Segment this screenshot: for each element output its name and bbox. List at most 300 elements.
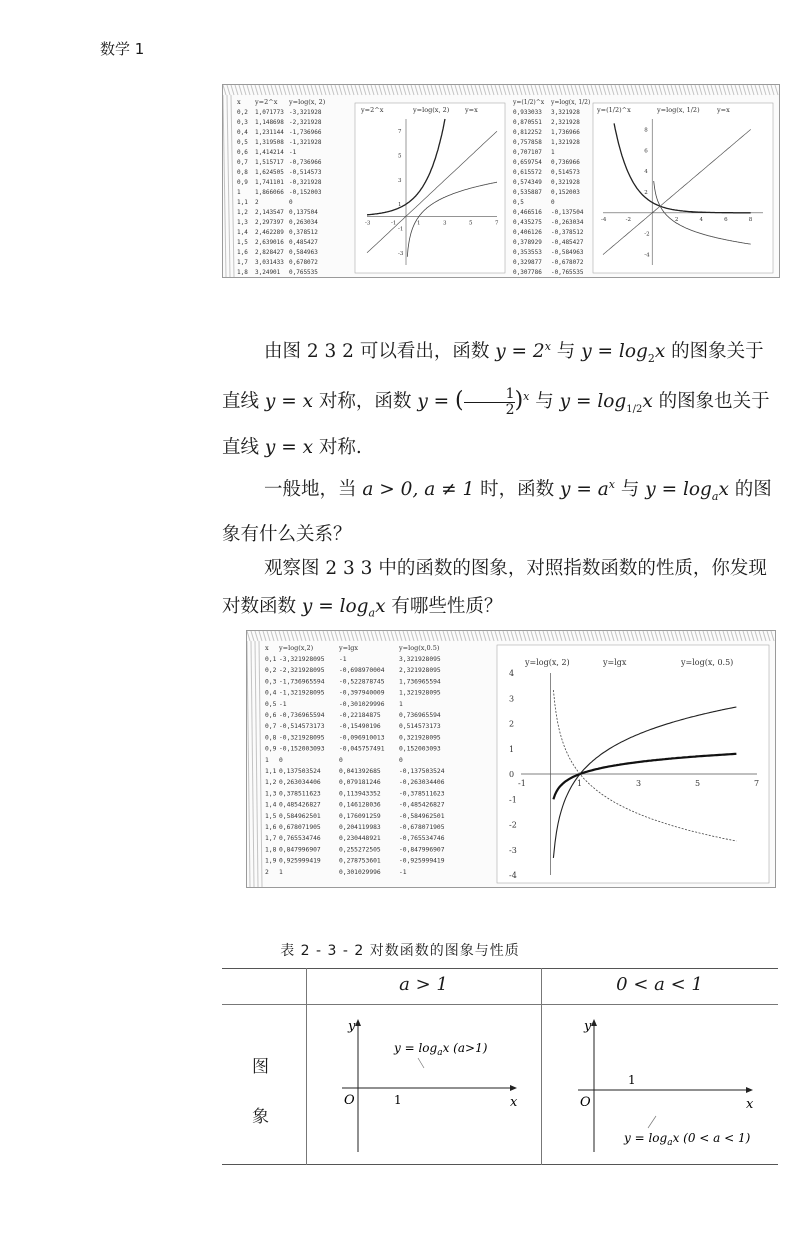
toolbar-hatch xyxy=(655,631,658,641)
toolbar-hatch xyxy=(531,85,534,95)
fig1-left-cell: -2,321928 xyxy=(289,119,322,126)
toolbar-hatch xyxy=(327,85,330,95)
toolbar-hatch xyxy=(251,85,254,95)
fig1-left-cell: 0,137504 xyxy=(289,209,318,216)
toolbar-hatch xyxy=(631,85,634,95)
toolbar-hatch xyxy=(399,85,402,95)
toolbar-hatch xyxy=(499,631,502,641)
toolbar-hatch xyxy=(595,85,598,95)
toolbar-hatch xyxy=(279,85,282,95)
p1-math-e: y = log xyxy=(559,391,627,412)
fig1-right-x-tick: 6 xyxy=(724,216,728,223)
toolbar-hatch xyxy=(691,85,694,95)
fig2-cell: -0,152003093 xyxy=(279,745,325,753)
fig2-cell: -0,22184875 xyxy=(339,712,381,719)
toolbar-hatch xyxy=(363,85,366,95)
fig1-left-cell: 1,6 xyxy=(237,249,248,256)
toolbar-hatch xyxy=(695,85,698,95)
toolbar-hatch xyxy=(459,631,462,641)
toolbar-hatch xyxy=(751,85,754,95)
toolbar-hatch xyxy=(567,85,570,95)
fig2-cell: 1 xyxy=(279,868,283,876)
toolbar-hatch xyxy=(703,85,706,95)
fig1-right-cell: 1,736966 xyxy=(551,129,580,136)
toolbar-hatch xyxy=(715,631,718,641)
fig1-left-y-tick: 1 xyxy=(398,202,402,209)
toolbar-hatch xyxy=(275,85,278,95)
fig1-right-cell: -0,485427 xyxy=(551,239,584,246)
toolbar-hatch xyxy=(239,85,242,95)
fig1-right-cell: 0,812252 xyxy=(513,129,542,136)
fig2-cell: -0,045757491 xyxy=(339,745,385,753)
fig1-right-legend: y=x xyxy=(717,106,730,114)
toolbar-hatch xyxy=(443,631,446,641)
fig1-right-cell: 3,321928 xyxy=(551,109,580,116)
fig2-cell: 0,278753601 xyxy=(339,857,381,865)
toolbar-hatch xyxy=(439,631,442,641)
fig2-cell: 2,321928095 xyxy=(399,667,441,675)
toolbar-hatch xyxy=(351,631,354,641)
p1-frac-num: 1 xyxy=(464,387,515,403)
page-header: 数学 1 xyxy=(100,40,145,58)
fig2-cell: 0,736965594 xyxy=(399,712,441,719)
toolbar-hatch xyxy=(511,85,514,95)
fig2-cell: -0,485426827 xyxy=(399,801,445,809)
fig1-right-x-tick: 2 xyxy=(674,216,679,223)
fig1-left-cell: 1,624505 xyxy=(255,169,284,176)
toolbar-hatch xyxy=(767,631,770,641)
p1-text-d: 对称，函数 xyxy=(313,391,418,412)
fig1-left-cell: -0,152003 xyxy=(289,189,322,196)
toolbar-hatch xyxy=(603,631,606,641)
toolbar-hatch xyxy=(431,631,434,641)
fig1-right-cell: 0,353553 xyxy=(513,249,542,256)
p2-text-b: 时，函数 xyxy=(474,479,561,501)
fig1-right-cell: 0,5 xyxy=(513,199,524,206)
toolbar-hatch xyxy=(727,631,730,641)
toolbar-hatch xyxy=(475,631,478,641)
fig2-cell: -0,321928095 xyxy=(279,734,325,742)
fig2-cell: 0,230448921 xyxy=(339,835,381,843)
toolbar-hatch xyxy=(447,631,450,641)
fig1-right-cell: 0,736966 xyxy=(551,159,580,166)
toolbar-hatch xyxy=(515,85,518,95)
toolbar-hatch xyxy=(311,631,314,641)
fig2-cell: 0,847996907 xyxy=(279,846,321,854)
fig1-right-cell: 0 xyxy=(551,199,555,206)
toolbar-hatch xyxy=(767,85,770,95)
toolbar-hatch xyxy=(763,631,766,641)
fig2-col-header: x xyxy=(265,644,269,652)
toolbar-hatch xyxy=(407,631,410,641)
fig1-left-cell: 0,485427 xyxy=(289,239,318,246)
fig2-cell: 0,079181246 xyxy=(339,779,381,787)
toolbar-hatch xyxy=(559,85,562,95)
fig2-cell: 3,321928095 xyxy=(399,656,441,663)
toolbar-hatch xyxy=(659,631,662,641)
toolbar-hatch xyxy=(471,85,474,95)
fig1-left-x-tick: -1 xyxy=(391,220,397,227)
fig1-left-cell: 0,2 xyxy=(237,109,248,116)
tick-one: 1 xyxy=(394,1093,402,1107)
toolbar-hatch xyxy=(467,631,470,641)
table-col-divider-2 xyxy=(541,968,542,1165)
toolbar-hatch xyxy=(223,85,226,95)
fig2-cell: 1,736965594 xyxy=(399,678,441,686)
p1-math-b2: x xyxy=(654,341,666,363)
toolbar-hatch xyxy=(555,631,558,641)
fig1-left-legend: y=log(x, 2) xyxy=(413,106,450,114)
toolbar-hatch xyxy=(603,85,606,95)
row-label-xiang: 象 xyxy=(252,1107,269,1127)
toolbar-hatch xyxy=(667,85,670,95)
fig2-cell: 0,301029996 xyxy=(339,868,381,876)
p3-text-b: 有哪些性质？ xyxy=(385,596,503,617)
toolbar-hatch xyxy=(331,631,334,641)
toolbar-hatch xyxy=(295,631,298,641)
p1-text-g: 对称. xyxy=(313,436,362,458)
toolbar-hatch xyxy=(755,631,758,641)
toolbar-hatch xyxy=(635,631,638,641)
toolbar-hatch xyxy=(699,85,702,95)
fig2-legend: y=lgx xyxy=(603,658,627,667)
toolbar-hatch xyxy=(623,85,626,95)
toolbar-hatch xyxy=(419,85,422,95)
toolbar-hatch xyxy=(227,85,230,95)
fig1-left-x-tick: 7 xyxy=(495,220,499,227)
toolbar-hatch xyxy=(551,631,554,641)
toolbar-hatch xyxy=(455,631,458,641)
toolbar-hatch xyxy=(347,631,350,641)
fig1-left-cell: 0,765535 xyxy=(289,269,318,276)
toolbar-hatch xyxy=(699,631,702,641)
fig1-left-x-tick: 1 xyxy=(417,220,421,227)
graph-log-a-lt-1 xyxy=(568,1012,768,1160)
toolbar-hatch xyxy=(407,85,410,95)
toolbar-hatch xyxy=(371,85,374,95)
toolbar-hatch xyxy=(527,85,530,95)
toolbar-hatch xyxy=(495,631,498,641)
toolbar-hatch xyxy=(659,85,662,95)
fig1-left-x-tick: -3 xyxy=(365,220,371,227)
fig2-col-header: y=log(x,0.5) xyxy=(399,644,440,652)
fig1-right-cell: -0,678072 xyxy=(551,259,584,266)
row-header-hatch xyxy=(231,95,234,277)
fig2-cell: 0,6 xyxy=(265,712,277,719)
fig1-left-cell: -3,321928 xyxy=(289,109,322,116)
toolbar-hatch xyxy=(647,631,650,641)
fig2-y-tick: 1 xyxy=(509,744,515,754)
toolbar-hatch xyxy=(479,85,482,95)
fig2-cell: 1,4 xyxy=(265,801,277,809)
fig2-cell: -0,378511623 xyxy=(399,790,445,798)
fig2-y-tick: -3 xyxy=(509,845,517,855)
fig1-left-legend: y=2^x xyxy=(361,106,384,114)
p3-sub-a: a xyxy=(368,606,376,620)
fig1-left-cell: 1,414214 xyxy=(255,149,284,156)
fig2-cell: 1,3 xyxy=(265,790,277,798)
toolbar-hatch xyxy=(395,85,398,95)
fig1-left-y-tick: 7 xyxy=(398,129,402,136)
toolbar-hatch xyxy=(683,631,686,641)
fig1-left-cell: 0,378512 xyxy=(289,229,318,236)
fig1-right-cell: 0,659754 xyxy=(513,159,542,166)
toolbar-hatch xyxy=(619,631,622,641)
toolbar-hatch xyxy=(707,85,710,95)
p1-math-a: y = 2 xyxy=(495,341,545,363)
toolbar-hatch xyxy=(731,631,734,641)
p1-text-e: 与 xyxy=(529,391,560,412)
x-axis-label: x xyxy=(510,1095,518,1110)
toolbar-hatch xyxy=(535,85,538,95)
origin-label: O xyxy=(580,1095,591,1110)
fig2-cell: 0,9 xyxy=(265,745,277,753)
toolbar-hatch xyxy=(355,85,358,95)
fig1-right-cell: 0,870551 xyxy=(513,119,542,126)
toolbar-hatch xyxy=(415,85,418,95)
p3-text-a: 观察图 2 3 3 中的函数的图象，对照指数函数的性质，你发现对数函数 xyxy=(222,558,767,617)
fig1-right-cell: -0,263034 xyxy=(551,219,584,226)
toolbar-hatch xyxy=(379,85,382,95)
toolbar-hatch xyxy=(375,85,378,95)
toolbar-hatch xyxy=(703,631,706,641)
toolbar-hatch xyxy=(343,631,346,641)
toolbar-hatch xyxy=(367,631,370,641)
fig2-cell: 1,1 xyxy=(265,768,277,775)
fig1-right-y-tick: -2 xyxy=(644,231,650,238)
toolbar-hatch xyxy=(763,85,766,95)
fig1-right-cell: 1,321928 xyxy=(551,139,580,146)
fig1-left-cell: 2,462289 xyxy=(255,229,284,236)
fig1-right-y-tick: 4 xyxy=(644,169,648,176)
toolbar-hatch xyxy=(507,85,510,95)
fig2-cell: 0,321928095 xyxy=(399,734,441,742)
toolbar-hatch xyxy=(683,85,686,95)
fig1-left-cell: 0,9 xyxy=(237,179,248,186)
p2-math-a: a > 0, a ≠ 1 xyxy=(362,479,475,501)
fig1-right-y-tick: 6 xyxy=(644,148,648,155)
toolbar-hatch xyxy=(775,85,778,95)
toolbar-hatch xyxy=(355,631,358,641)
toolbar-hatch xyxy=(751,631,754,641)
toolbar-hatch xyxy=(419,631,422,641)
fig2-cell: 1,7 xyxy=(265,835,277,843)
fig1-left-col-header: x xyxy=(237,98,241,106)
toolbar-hatch xyxy=(387,631,390,641)
fig1-right-cell: 2,321928 xyxy=(551,119,580,126)
fig2-x-tick: 3 xyxy=(636,779,642,788)
toolbar-hatch xyxy=(311,85,314,95)
toolbar-hatch xyxy=(279,631,282,641)
toolbar-hatch xyxy=(591,631,594,641)
row-header-hatch xyxy=(247,641,250,887)
toolbar-hatch xyxy=(711,631,714,641)
fig1-right-cell: 0,406126 xyxy=(513,229,542,236)
fig2-cell: 0,146128036 xyxy=(339,801,381,809)
fig2-cell: 0,378511623 xyxy=(279,790,321,798)
toolbar-hatch xyxy=(351,85,354,95)
p2-text-c: 与 xyxy=(615,479,646,501)
toolbar-hatch xyxy=(275,631,278,641)
toolbar-hatch xyxy=(247,631,250,641)
toolbar-hatch xyxy=(743,85,746,95)
toolbar-hatch xyxy=(643,85,646,95)
toolbar-hatch xyxy=(479,631,482,641)
toolbar-hatch xyxy=(547,85,550,95)
toolbar-hatch xyxy=(315,631,318,641)
toolbar-hatch xyxy=(671,631,674,641)
fig2-cell: 0,152003093 xyxy=(399,745,441,753)
fig2-cell: -0,925999419 xyxy=(399,857,445,865)
toolbar-hatch xyxy=(463,631,466,641)
col-header-a-lt-1: 0 < a < 1 xyxy=(616,974,703,995)
fig1-right-cell: -0,137504 xyxy=(551,209,584,216)
toolbar-hatch xyxy=(323,631,326,641)
fig1-left-cell: 1,3 xyxy=(237,219,248,226)
col-header-a-gt-1: a > 1 xyxy=(399,974,448,995)
toolbar-hatch xyxy=(451,85,454,95)
toolbar-hatch xyxy=(391,85,394,95)
fig2-cell: 2 xyxy=(265,868,269,876)
toolbar-hatch xyxy=(287,631,290,641)
fig2-cell: -2,321928095 xyxy=(279,667,325,675)
toolbar-hatch xyxy=(519,85,522,95)
toolbar-hatch xyxy=(715,85,718,95)
fig1-left-x-tick: 5 xyxy=(469,220,473,227)
fig1-left-cell: 1,319508 xyxy=(255,139,284,146)
toolbar-hatch xyxy=(379,631,382,641)
fig1-left-cell: 2,828427 xyxy=(255,249,284,256)
toolbar-hatch xyxy=(711,85,714,95)
paragraph-symmetry: 由图 2 3 2 可以看出，函数 $y = 2^x$ 与 $y = \log_2x$ 的图象关于直线 y = x 对称，函数 y = ( $\frac{1}{2}$ )$^x$ 与 $y = \log_{1/2}x$ 的图象也关于直线 y = x 对称. xyxy=(222,340,770,458)
toolbar-hatch xyxy=(231,85,234,95)
toolbar-hatch xyxy=(663,85,666,95)
toolbar-hatch xyxy=(291,85,294,95)
toolbar-hatch xyxy=(319,631,322,641)
curve-label: $y = \log_ax$ (0 < a < 1) xyxy=(624,1131,751,1148)
label-pointer xyxy=(418,1058,424,1068)
fig1-right-cell: 1 xyxy=(551,149,555,156)
fig1-left-cell: 0,584963 xyxy=(289,249,318,256)
toolbar-hatch xyxy=(539,85,542,95)
toolbar-hatch xyxy=(443,85,446,95)
p1-sup-d: x xyxy=(523,389,530,403)
fig1-left-cell: 2,639016 xyxy=(255,239,284,246)
toolbar-hatch xyxy=(367,85,370,95)
row-header-hatch xyxy=(223,95,226,277)
toolbar-hatch xyxy=(655,85,658,95)
toolbar-hatch xyxy=(259,85,262,95)
toolbar-hatch xyxy=(563,631,566,641)
fig1-right-y-tick: -4 xyxy=(644,252,650,259)
toolbar-hatch xyxy=(491,85,494,95)
row-label-tu: 图 xyxy=(252,1057,269,1077)
toolbar-hatch xyxy=(619,85,622,95)
fig2-cell: 0,113943352 xyxy=(339,790,381,798)
fig2-cell: -0,698970004 xyxy=(339,667,385,675)
row-header-hatch xyxy=(227,95,230,277)
toolbar-hatch xyxy=(307,85,310,95)
toolbar-hatch xyxy=(583,85,586,95)
fig2-cell: 1 xyxy=(399,700,403,708)
toolbar-hatch xyxy=(587,85,590,95)
toolbar-hatch xyxy=(375,631,378,641)
toolbar-hatch xyxy=(439,85,442,95)
fig1-left-cell: 0,5 xyxy=(237,139,248,146)
toolbar-hatch xyxy=(303,85,306,95)
fig1-left-y-tick: -1 xyxy=(398,226,404,233)
p1-text-a: 由图 2 3 2 可以看出，函数 xyxy=(264,341,496,363)
fig2-chart-frame xyxy=(497,645,769,883)
toolbar-hatch xyxy=(331,85,334,95)
toolbar-hatch xyxy=(615,85,618,95)
fig2-y-tick: -1 xyxy=(509,795,517,805)
fig2-legend: y=log(x, 0.5) xyxy=(681,658,734,667)
toolbar-hatch xyxy=(359,85,362,95)
toolbar-hatch xyxy=(423,85,426,95)
toolbar-hatch xyxy=(559,631,562,641)
toolbar-hatch xyxy=(243,85,246,95)
fig2-cell: -0,584962501 xyxy=(399,812,445,820)
toolbar-hatch xyxy=(411,85,414,95)
fig1-left-cell: -1,736966 xyxy=(289,129,322,136)
toolbar-hatch xyxy=(339,631,342,641)
fig2-cell: -1 xyxy=(399,868,407,876)
fig2-cell: 0 xyxy=(399,756,403,764)
fig2-x-tick: 1 xyxy=(577,779,583,788)
fig2-cell: 0,176091259 xyxy=(339,812,381,820)
table-col-divider-1 xyxy=(306,968,307,1165)
toolbar-hatch xyxy=(435,85,438,95)
p2-math-b: y = a xyxy=(560,479,609,501)
figure-2-3-3 xyxy=(246,630,776,888)
fig1-right-x-tick: 4 xyxy=(699,216,703,223)
toolbar-hatch xyxy=(403,85,406,95)
fig1-left-cell: 1 xyxy=(237,189,241,196)
fig2-cell: 1,6 xyxy=(265,824,277,831)
fig1-left-cell: 1,515717 xyxy=(255,159,284,166)
toolbar-hatch xyxy=(435,631,438,641)
toolbar-hatch xyxy=(527,631,530,641)
fig1-left-cell: 0,678072 xyxy=(289,259,318,266)
toolbar-hatch xyxy=(427,631,430,641)
toolbar-hatch xyxy=(639,631,642,641)
toolbar-hatch xyxy=(755,85,758,95)
fig1-left-cell: 0 xyxy=(289,199,293,206)
toolbar-hatch xyxy=(463,85,466,95)
toolbar-hatch xyxy=(543,85,546,95)
fig2-y-tick: 0 xyxy=(509,770,515,779)
toolbar-hatch xyxy=(255,85,258,95)
toolbar-hatch xyxy=(283,85,286,95)
fig2-cell: -1 xyxy=(339,656,347,663)
toolbar-hatch xyxy=(459,85,462,95)
toolbar-hatch xyxy=(283,631,286,641)
toolbar-hatch xyxy=(531,631,534,641)
toolbar-hatch xyxy=(475,85,478,95)
fig1-left-cell: 1,231144 xyxy=(255,129,284,136)
fig1-left-cell: 1,866066 xyxy=(255,189,284,196)
toolbar-hatch xyxy=(319,85,322,95)
toolbar-hatch xyxy=(315,85,318,95)
fig1-left-cell: 0,6 xyxy=(237,149,248,156)
fig2-cell: 0,263034406 xyxy=(279,779,321,787)
toolbar-hatch xyxy=(523,85,526,95)
toolbar-hatch xyxy=(503,631,506,641)
fig2-cell: 0,5 xyxy=(265,700,277,708)
fig2-cell: -1,321928095 xyxy=(279,689,325,697)
toolbar-hatch xyxy=(571,85,574,95)
